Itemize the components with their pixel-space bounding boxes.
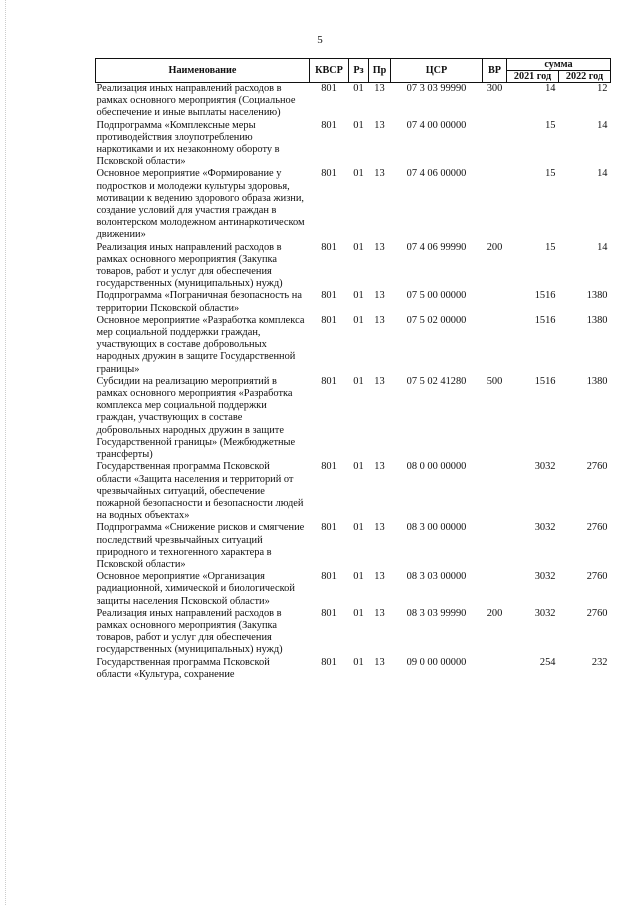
header-2022: 2022 год	[559, 71, 611, 83]
row-rz: 01	[353, 571, 364, 583]
table-row	[96, 168, 611, 241]
row-csr: 07 4 06 00000	[406, 168, 467, 180]
row-2022: 14	[597, 119, 608, 131]
row-pr: 13	[374, 522, 385, 534]
row-2021: 15	[545, 119, 556, 131]
row-name: Государственная программа Псковской области «Защита населения и территорий от чрезвычайных ситуаций, обеспечение пожарной безопасности и безопасности людей на водных объектах»	[96, 461, 304, 522]
table-row	[96, 83, 611, 120]
row-pr: 13	[374, 119, 385, 131]
row-vr	[483, 290, 507, 314]
row-pr: 13	[374, 656, 385, 668]
row-2022: 2760	[586, 607, 608, 619]
row-csr: 07 5 02 41280	[406, 375, 467, 387]
row-2021: 14	[545, 83, 556, 94]
header-2021: 2021 год	[507, 71, 559, 83]
table-row	[96, 657, 611, 681]
row-vr	[483, 522, 507, 571]
row-rz: 01	[353, 314, 364, 326]
row-vr: 500	[486, 375, 503, 387]
row-2021: 15	[545, 241, 556, 253]
row-2022: 1380	[586, 314, 608, 326]
row-2022: 12	[597, 83, 608, 94]
row-csr: 07 4 06 99990	[406, 241, 467, 253]
table-row	[96, 376, 611, 461]
header-kvsr: КВСР	[310, 59, 349, 83]
row-csr: 08 3 03 00000	[406, 571, 467, 583]
row-kvsr: 801	[321, 607, 337, 619]
row-rz: 01	[353, 241, 364, 253]
row-csr: 08 3 00 00000	[406, 522, 467, 534]
row-name: Субсидии на реализацию мероприятий в рамках основного мероприятия «Разработка комплекса мер социальной поддержки граждан, участвующих в составе добровольных народных дружин в защите Государственной границы» (Межбюджетные трансферты)	[96, 375, 296, 461]
row-rz: 01	[353, 375, 364, 387]
table-row	[96, 242, 611, 291]
table-row	[96, 522, 611, 571]
row-2021: 3032	[534, 522, 556, 534]
header-sum: сумма	[507, 59, 611, 71]
row-2022: 232	[591, 656, 608, 668]
row-2022: 2760	[586, 571, 608, 583]
table-row	[96, 315, 611, 376]
table-row	[96, 571, 611, 608]
row-vr	[483, 657, 507, 681]
row-2022: 1380	[586, 290, 608, 302]
header-vr: ВР	[483, 59, 507, 83]
row-rz: 01	[353, 168, 364, 180]
row-name: Основное мероприятие «Организация радиационной, химической и биологической защиты населения Псковской области»	[96, 571, 295, 607]
row-kvsr: 801	[321, 522, 337, 534]
row-rz: 01	[353, 461, 364, 473]
row-csr: 08 0 00 00000	[406, 461, 467, 473]
header-pr: Пр	[369, 59, 391, 83]
row-2022: 2760	[586, 522, 608, 534]
row-pr: 13	[374, 461, 385, 473]
row-2022: 14	[597, 168, 608, 180]
row-name: Реализация иных направлений расходов в рамках основного мероприятия (Закупка товаров, работ и услуг для обеспечения государственных (муниципальных) нужд)	[96, 607, 283, 656]
row-rz: 01	[353, 119, 364, 131]
row-name: Подпрограмма «Комплексные меры противодействия злоупотреблению наркотиками и их незаконному обороту в Псковской области»	[96, 119, 280, 168]
table-row	[96, 120, 611, 169]
header-csr: ЦСР	[391, 59, 483, 83]
row-name: Реализация иных направлений расходов в рамках основного мероприятия (Закупка товаров, работ и услуг для обеспечения государственных (муниципальных) нужд)	[96, 241, 283, 290]
row-pr: 13	[374, 571, 385, 583]
page-number: 5	[317, 34, 323, 46]
row-kvsr: 801	[321, 290, 337, 302]
row-rz: 01	[353, 290, 364, 302]
row-csr: 07 4 00 00000	[406, 119, 467, 131]
row-2021: 3032	[534, 461, 556, 473]
row-2021: 1516	[534, 290, 556, 302]
row-name: Государственная программа Псковской области «Культура, сохранение	[96, 656, 270, 680]
row-pr: 13	[374, 83, 385, 94]
row-vr	[483, 168, 507, 241]
row-rz: 01	[353, 522, 364, 534]
row-vr	[483, 315, 507, 376]
row-2022: 1380	[586, 375, 608, 387]
row-pr: 13	[374, 290, 385, 302]
row-2021: 1516	[534, 375, 556, 387]
row-2022: 14	[597, 241, 608, 253]
row-csr: 07 5 02 00000	[406, 314, 467, 326]
row-vr	[483, 571, 507, 608]
row-kvsr: 801	[321, 241, 337, 253]
row-vr: 200	[486, 241, 503, 253]
row-2021: 3032	[534, 607, 556, 619]
row-2021: 1516	[534, 314, 556, 326]
row-rz: 01	[353, 656, 364, 668]
row-pr: 13	[374, 168, 385, 180]
row-vr: 200	[486, 607, 503, 619]
row-2021: 15	[545, 168, 556, 180]
row-2021: 254	[539, 656, 556, 668]
row-kvsr: 801	[321, 656, 337, 668]
row-csr: 09 0 00 00000	[406, 656, 467, 668]
row-name: Реализация иных направлений расходов в рамках основного мероприятия (Социальное обеспечение и иные выплаты населению)	[96, 83, 296, 119]
row-2022: 2760	[586, 461, 608, 473]
row-kvsr: 801	[321, 314, 337, 326]
row-kvsr: 801	[321, 375, 337, 387]
table-row	[96, 290, 611, 314]
row-vr	[483, 461, 507, 522]
row-2021: 3032	[534, 571, 556, 583]
row-pr: 13	[374, 607, 385, 619]
header-rz: Рз	[349, 59, 369, 83]
row-pr: 13	[374, 241, 385, 253]
row-kvsr: 801	[321, 83, 337, 94]
budget-table	[95, 58, 611, 681]
row-rz: 01	[353, 607, 364, 619]
row-csr: 08 3 03 99990	[406, 607, 467, 619]
header-row	[96, 59, 611, 71]
row-name: Подпрограмма «Снижение рисков и смягчение последствий чрезвычайных ситуаций природного и техногенного характера в Псковской области»	[96, 522, 305, 570]
page-edge	[5, 0, 6, 905]
row-kvsr: 801	[321, 461, 337, 473]
row-vr: 300	[486, 83, 503, 94]
table-row	[96, 608, 611, 657]
row-kvsr: 801	[321, 168, 337, 180]
row-kvsr: 801	[321, 119, 337, 131]
header-name: Наименование	[96, 59, 310, 83]
row-name: Основное мероприятие «Разработка комплекса мер социальной поддержки граждан, участвующих в составе добровольных народных дружин в защите Государственной границы»	[96, 314, 305, 375]
table-row	[96, 461, 611, 522]
row-vr	[483, 120, 507, 169]
row-kvsr: 801	[321, 571, 337, 583]
row-csr: 07 3 03 99990	[406, 83, 467, 94]
row-name: Подпрограмма «Пограничная безопасность на территории Псковской области»	[96, 290, 302, 314]
row-pr: 13	[374, 375, 385, 387]
row-pr: 13	[374, 314, 385, 326]
row-rz: 01	[353, 83, 364, 94]
row-name: Основное мероприятие «Формирование у подростков и молодежи культуры здоровья, мотивации к ведению здорового образа жизни, создание условий для участия граждан в волонтерском молодежном антинаркотическом движении»	[96, 168, 305, 241]
row-csr: 07 5 00 00000	[406, 290, 467, 302]
